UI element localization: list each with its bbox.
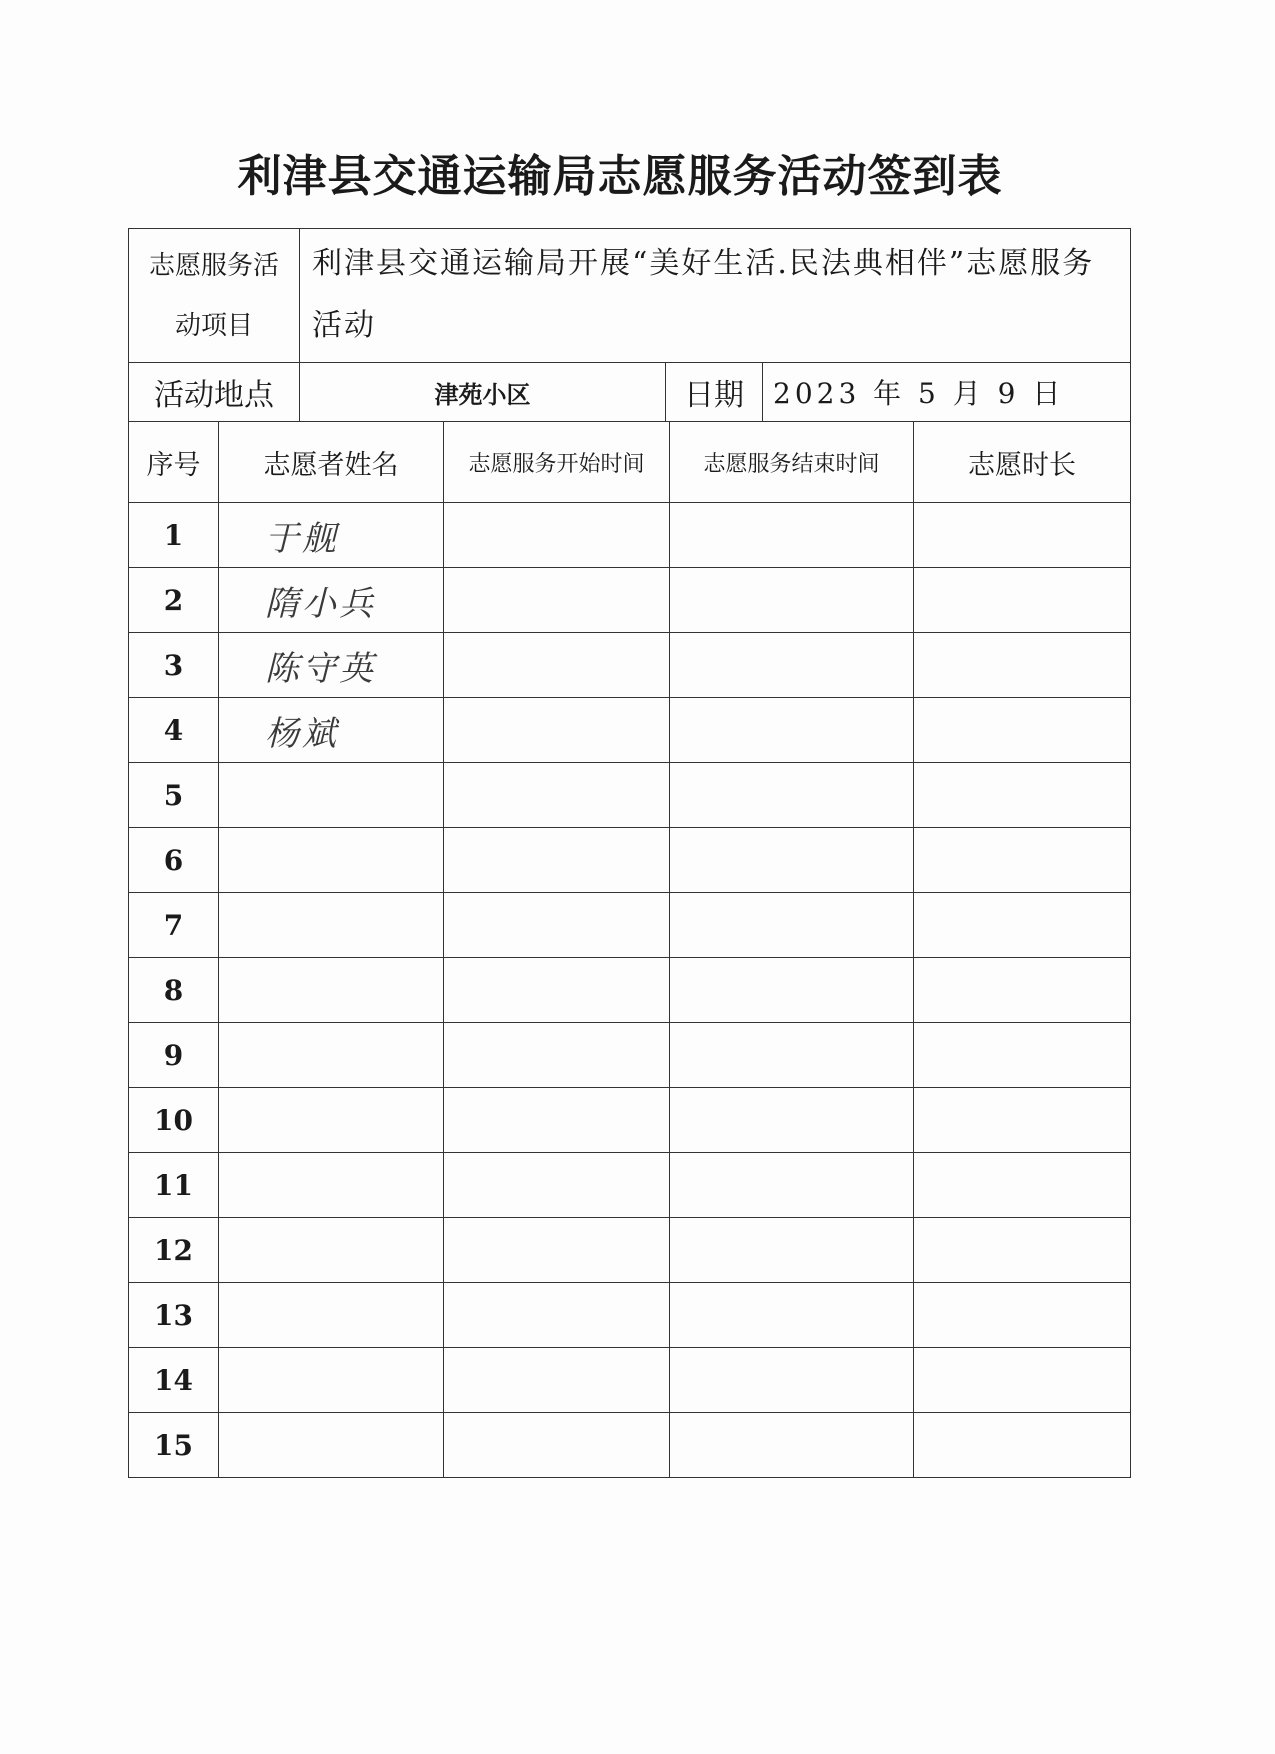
duration-cell[interactable] [914,568,1131,633]
start-time-cell[interactable] [444,1153,670,1218]
end-time-cell[interactable] [670,503,914,568]
end-time-cell[interactable] [670,828,914,893]
volunteer-name[interactable]: 陈守英 [219,633,444,698]
table-row [129,1218,1131,1283]
end-time-cell[interactable] [670,1153,914,1218]
row-index: 7 [129,893,219,958]
location-date-row [129,363,1131,422]
volunteer-name[interactable]: 杨斌 [219,698,444,763]
duration-cell[interactable] [914,633,1131,698]
duration-cell[interactable] [914,1348,1131,1413]
volunteer-name[interactable] [219,893,444,958]
row-index: 6 [129,828,219,893]
start-time-cell[interactable] [444,1218,670,1283]
start-time-cell[interactable] [444,633,670,698]
sign-in-table [128,421,1131,1478]
end-time-cell[interactable] [670,958,914,1023]
end-time-cell[interactable] [670,1023,914,1088]
start-time-cell[interactable] [444,1283,670,1348]
end-time-cell[interactable] [670,1348,914,1413]
volunteer-name[interactable] [219,1348,444,1413]
start-time-cell[interactable] [444,893,670,958]
volunteer-name[interactable] [219,958,444,1023]
duration-cell[interactable] [914,698,1131,763]
row-index: 13 [129,1283,219,1348]
volunteer-name[interactable] [219,763,444,828]
row-index: 3 [129,633,219,698]
table-header-row [129,422,1131,503]
project-value: 利津县交通运输局开展“美好生活.民法典相伴”志愿服务活动 [300,229,1131,363]
table-row [129,633,1131,698]
start-time-cell[interactable] [444,1413,670,1478]
header-duration: 志愿时长 [914,422,1131,503]
duration-cell[interactable] [914,763,1131,828]
table-row [129,828,1131,893]
end-time-cell[interactable] [670,1283,914,1348]
location-value: 津苑小区 [300,363,666,422]
table-row [129,698,1131,763]
volunteer-name[interactable]: 隋小兵 [219,568,444,633]
volunteer-name[interactable] [219,828,444,893]
start-time-cell[interactable] [444,1348,670,1413]
header-name: 志愿者姓名 [219,422,444,503]
table-row [129,1413,1131,1478]
row-index: 5 [129,763,219,828]
start-time-cell[interactable] [444,763,670,828]
duration-cell[interactable] [914,1283,1131,1348]
duration-cell[interactable] [914,1023,1131,1088]
end-time-cell[interactable] [670,1088,914,1153]
duration-cell[interactable] [914,1088,1131,1153]
table-body [129,503,1131,1478]
row-index: 1 [129,503,219,568]
start-time-cell[interactable] [444,698,670,763]
table-row [129,958,1131,1023]
table-row [129,1023,1131,1088]
table-row [129,763,1131,828]
row-index: 9 [129,1023,219,1088]
activity-info-table [128,228,1131,422]
project-label-cell [129,229,300,363]
header-end-time: 志愿服务结束时间 [670,422,914,503]
volunteer-name[interactable] [219,1088,444,1153]
duration-cell[interactable] [914,1413,1131,1478]
project-label-line2: 动项目 [174,310,253,341]
duration-cell[interactable] [914,893,1131,958]
start-time-cell[interactable] [444,1088,670,1153]
page-title: 利津县交通运输局志愿服务活动签到表 [237,151,1003,202]
table-row [129,503,1131,568]
volunteer-name[interactable] [219,1283,444,1348]
date-label: 日期 [666,363,763,422]
date-value: 2023 年 5 月 9 日 [763,363,1131,422]
start-time-cell[interactable] [444,568,670,633]
row-index: 4 [129,698,219,763]
duration-cell[interactable] [914,828,1131,893]
location-label: 活动地点 [129,363,300,422]
table-row [129,1088,1131,1153]
volunteer-name[interactable] [219,1153,444,1218]
end-time-cell[interactable] [670,1413,914,1478]
row-index: 8 [129,958,219,1023]
project-row [129,229,1131,363]
row-index: 12 [129,1218,219,1283]
start-time-cell[interactable] [444,1023,670,1088]
duration-cell[interactable] [914,503,1131,568]
duration-cell[interactable] [914,1153,1131,1218]
end-time-cell[interactable] [670,1218,914,1283]
table-row [129,1283,1131,1348]
end-time-cell[interactable] [670,763,914,828]
duration-cell[interactable] [914,1218,1131,1283]
row-index: 11 [129,1153,219,1218]
volunteer-name[interactable]: 于舰 [219,503,444,568]
volunteer-name[interactable] [219,1218,444,1283]
volunteer-name[interactable] [219,1413,444,1478]
end-time-cell[interactable] [670,698,914,763]
volunteer-name[interactable] [219,1023,444,1088]
end-time-cell[interactable] [670,893,914,958]
table-row [129,1153,1131,1218]
project-label-line1: 志愿服务活 [148,250,279,281]
table-row [129,893,1131,958]
table-row [129,1348,1131,1413]
table-row [129,568,1131,633]
row-index: 2 [129,568,219,633]
start-time-cell[interactable] [444,958,670,1023]
header-start-time: 志愿服务开始时间 [444,422,670,503]
end-time-cell[interactable] [670,633,914,698]
duration-cell[interactable] [914,958,1131,1023]
end-time-cell[interactable] [670,568,914,633]
row-index: 15 [129,1413,219,1478]
header-index: 序号 [129,422,219,503]
start-time-cell[interactable] [444,828,670,893]
start-time-cell[interactable] [444,503,670,568]
row-index: 14 [129,1348,219,1413]
row-index: 10 [129,1088,219,1153]
